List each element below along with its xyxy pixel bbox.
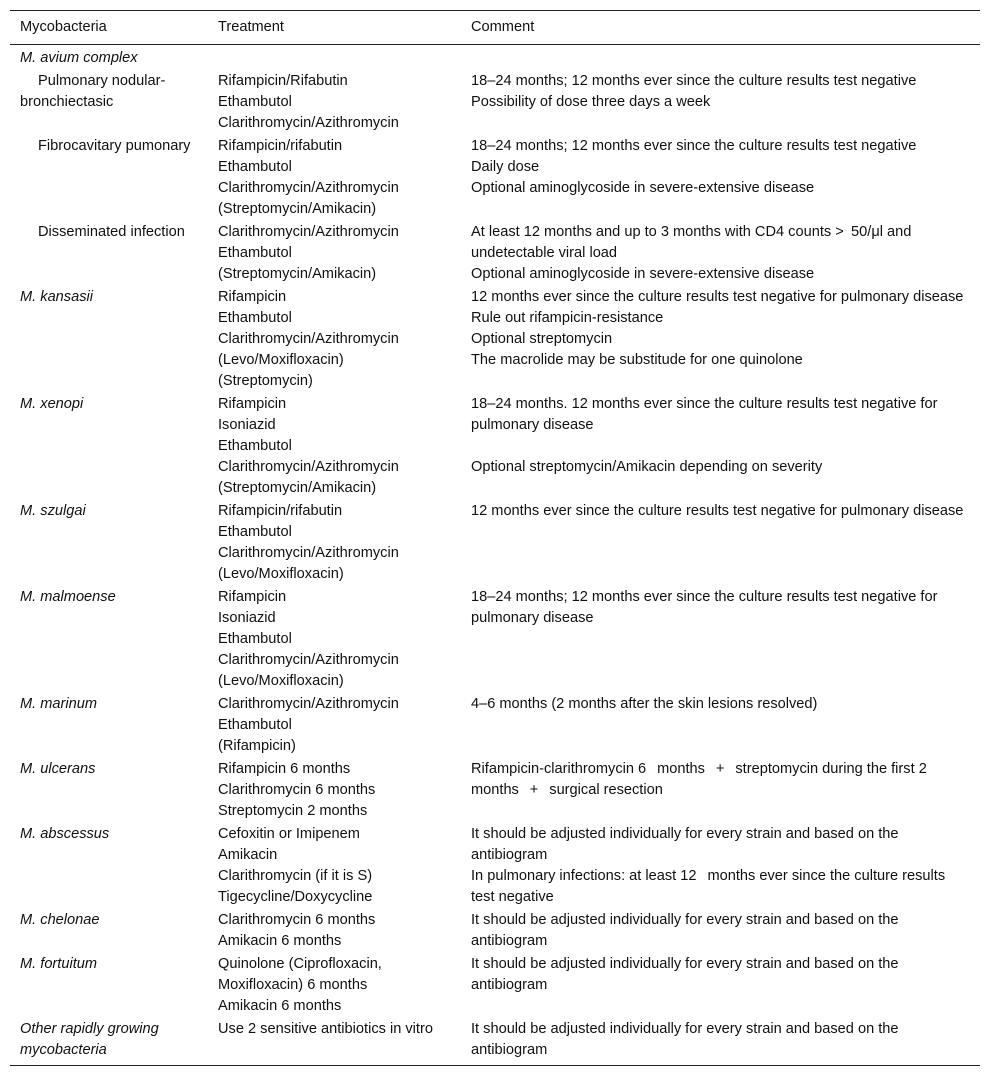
comment-cell — [457, 393, 980, 500]
treatment-line: Clarithromycin 6 months — [218, 912, 376, 928]
treatment-cell — [204, 909, 457, 953]
comment-cell — [457, 953, 980, 1018]
table-row — [10, 286, 980, 393]
treatment-line: Streptomycin 2 months — [218, 803, 368, 819]
treatment-line: Clarithromycin/Azithromycin — [218, 696, 399, 712]
comment-cell — [457, 1018, 980, 1066]
comment-cell — [457, 693, 980, 758]
treatment-line: Clarithromycin (if it is S) — [218, 868, 373, 884]
treatment-line: Rifampicin/rifabutin — [218, 138, 343, 154]
treatment-cell — [204, 70, 457, 135]
treatment-line: (Levo/Moxifloxacin) — [218, 566, 344, 582]
treatment-cell — [204, 823, 457, 909]
comment-line: At least 12 months and up to 3 months with CD4 counts > 50/μl and undetectable viral load — [471, 224, 912, 261]
header-treatment: Treatment — [218, 19, 284, 35]
group-row-mac — [10, 45, 980, 71]
treatment-line: Clarithromycin/Azithromycin — [218, 180, 399, 196]
comment-cell — [457, 500, 980, 586]
treatment-line: Amikacin 6 months — [218, 998, 342, 1014]
treatment-cell — [204, 135, 457, 221]
comment-cell — [457, 586, 980, 693]
table-row — [10, 500, 980, 586]
table-row — [10, 758, 980, 823]
comment-line: Possibility of dose three days a week — [471, 94, 711, 110]
comment-line: It should be adjusted individually for every strain and based on the antibiogram — [471, 912, 899, 949]
mycobacteria-cell: M. fortuitum — [20, 956, 98, 972]
comment-line: 12 months ever since the culture results test negative for pulmonary disease — [471, 503, 964, 519]
table-row — [10, 1018, 980, 1066]
table-row — [10, 823, 980, 909]
table-row — [10, 693, 980, 758]
comment-line: It should be adjusted individually for every strain and based on the antibiogram — [471, 1021, 899, 1058]
treatment-line: Amikacin — [218, 847, 278, 863]
comment-cell — [457, 221, 980, 286]
comment-line: Optional aminoglycoside in severe-extensive disease — [471, 266, 815, 282]
mycobacteria-cell: M. szulgai — [20, 503, 86, 519]
treatment-line: Clarithromycin/Azithromycin — [218, 115, 399, 131]
treatment-line: Quinolone (Ciprofloxacin, Moxifloxacin) 6 months — [218, 956, 382, 993]
comment-cell — [457, 758, 980, 823]
comment-cell — [457, 286, 980, 393]
treatment-line: Rifampicin — [218, 589, 287, 605]
mycobacteria-cell: Other rapidly growing mycobacteria — [20, 1021, 159, 1058]
comment-line: Daily dose — [471, 159, 540, 175]
comment-line: It should be adjusted individually for every strain and based on the antibiogram — [471, 956, 899, 993]
treatment-line: Rifampicin — [218, 396, 287, 412]
treatment-line: Ethambutol — [218, 631, 292, 647]
comment-line: 18–24 months; 12 months ever since the culture results test negative — [471, 73, 917, 89]
mycobacteria-treatment-table-container — [10, 10, 980, 1066]
comment-line: 18–24 months; 12 months ever since the culture results test negative for pulmonary disease — [471, 589, 938, 626]
treatment-cell — [204, 500, 457, 586]
treatment-line: Ethambutol — [218, 717, 292, 733]
header-mycobacteria: Mycobacteria — [20, 19, 107, 35]
comment-line: 18–24 months; 12 months ever since the culture results test negative — [471, 138, 917, 154]
header-row — [10, 11, 980, 45]
mycobacteria-cell: M. xenopi — [20, 396, 84, 412]
treatment-cell — [204, 953, 457, 1018]
comment-cell — [457, 823, 980, 909]
mycobacteria-cell: M. kansasii — [20, 289, 93, 305]
treatment-line: Ethambutol — [218, 310, 292, 326]
group-label: M. avium complex — [20, 50, 138, 66]
comment-line: 12 months ever since the culture results test negative for pulmonary disease — [471, 289, 964, 305]
mycobacteria-cell: Disseminated infection — [38, 224, 185, 240]
mycobacteria-cell: M. chelonae — [20, 912, 100, 928]
comment-cell — [457, 70, 980, 135]
treatment-line: Isoniazid — [218, 417, 276, 433]
mycobacteria-cell: Pulmonary nodular-bronchiectasic — [20, 73, 166, 110]
comment-line: Optional aminoglycoside in severe-extensive disease — [471, 180, 815, 196]
treatment-line: Clarithromycin/Azithromycin — [218, 459, 399, 475]
treatment-line: Clarithromycin/Azithromycin — [218, 652, 399, 668]
comment-line: 4–6 months (2 months after the skin lesions resolved) — [471, 696, 818, 712]
treatment-line: (Levo/Moxifloxacin) — [218, 673, 344, 689]
treatment-line: Use 2 sensitive antibiotics in vitro — [218, 1021, 433, 1037]
treatment-cell — [204, 221, 457, 286]
treatment-line: Clarithromycin/Azithromycin — [218, 545, 399, 561]
comment-line: Optional streptomycin — [471, 331, 613, 347]
comment-line: Optional streptomycin/Amikacin depending on severity — [471, 459, 823, 475]
table-row — [10, 586, 980, 693]
mycobacteria-cell: M. ulcerans — [20, 761, 96, 777]
treatment-line: (Streptomycin) — [218, 373, 313, 389]
comment-line: 18–24 months. 12 months ever since the culture results test negative for pulmonary disease — [471, 396, 938, 433]
treatment-cell — [204, 758, 457, 823]
comment-line — [471, 436, 970, 457]
treatment-line: Rifampicin/rifabutin — [218, 503, 343, 519]
treatment-line: (Streptomycin/Amikacin) — [218, 266, 377, 282]
treatment-line: Ethambutol — [218, 94, 292, 110]
treatment-line: Tigecycline/Doxycycline — [218, 889, 373, 905]
treatment-line: Ethambutol — [218, 438, 292, 454]
treatment-line: Isoniazid — [218, 610, 276, 626]
comment-line: Rifampicin-clarithromycin 6 months + streptomycin during the first 2 months + surgical resection — [471, 761, 927, 798]
table-row — [10, 909, 980, 953]
table-body — [10, 45, 980, 1066]
mycobacteria-cell: M. marinum — [20, 696, 98, 712]
treatment-line: Amikacin 6 months — [218, 933, 342, 949]
treatment-line: Rifampicin 6 months — [218, 761, 351, 777]
table-row — [10, 953, 980, 1018]
mycobacteria-treatment-table — [10, 10, 980, 1066]
table-row — [10, 135, 980, 221]
treatment-line: Ethambutol — [218, 245, 292, 261]
comment-line: It should be adjusted individually for every strain and based on the antibiogram — [471, 826, 899, 863]
mycobacteria-cell: Fibrocavitary pumonary — [38, 138, 191, 154]
treatment-cell — [204, 286, 457, 393]
comment-cell — [457, 135, 980, 221]
table-row — [10, 393, 980, 500]
treatment-line: Clarithromycin/Azithromycin — [218, 224, 399, 240]
treatment-line: (Streptomycin/Amikacin) — [218, 480, 377, 496]
treatment-line: (Levo/Moxifloxacin) — [218, 352, 344, 368]
treatment-line: Ethambutol — [218, 524, 292, 540]
treatment-line: Rifampicin/Rifabutin — [218, 73, 348, 89]
comment-line: The macrolide may be substitude for one quinolone — [471, 352, 803, 368]
treatment-cell — [204, 1018, 457, 1066]
comment-line: Rule out rifampicin-resistance — [471, 310, 664, 326]
header-comment: Comment — [471, 19, 535, 35]
treatment-line: Rifampicin — [218, 289, 287, 305]
treatment-line: (Rifampicin) — [218, 738, 296, 754]
table-header — [10, 11, 980, 45]
mycobacteria-cell: M. abscessus — [20, 826, 110, 842]
treatment-cell — [204, 693, 457, 758]
treatment-line: Clarithromycin 6 months — [218, 782, 376, 798]
comment-line: In pulmonary infections: at least 12 months ever since the culture results test negative — [471, 868, 946, 905]
table-row — [10, 221, 980, 286]
comment-cell — [457, 909, 980, 953]
table-row — [10, 70, 980, 135]
treatment-line: Clarithromycin/Azithromycin — [218, 331, 399, 347]
treatment-line: (Streptomycin/Amikacin) — [218, 201, 377, 217]
treatment-line: Cefoxitin or Imipenem — [218, 826, 360, 842]
mycobacteria-cell: M. malmoense — [20, 589, 116, 605]
treatment-line: Ethambutol — [218, 159, 292, 175]
treatment-cell — [204, 586, 457, 693]
treatment-cell — [204, 393, 457, 500]
